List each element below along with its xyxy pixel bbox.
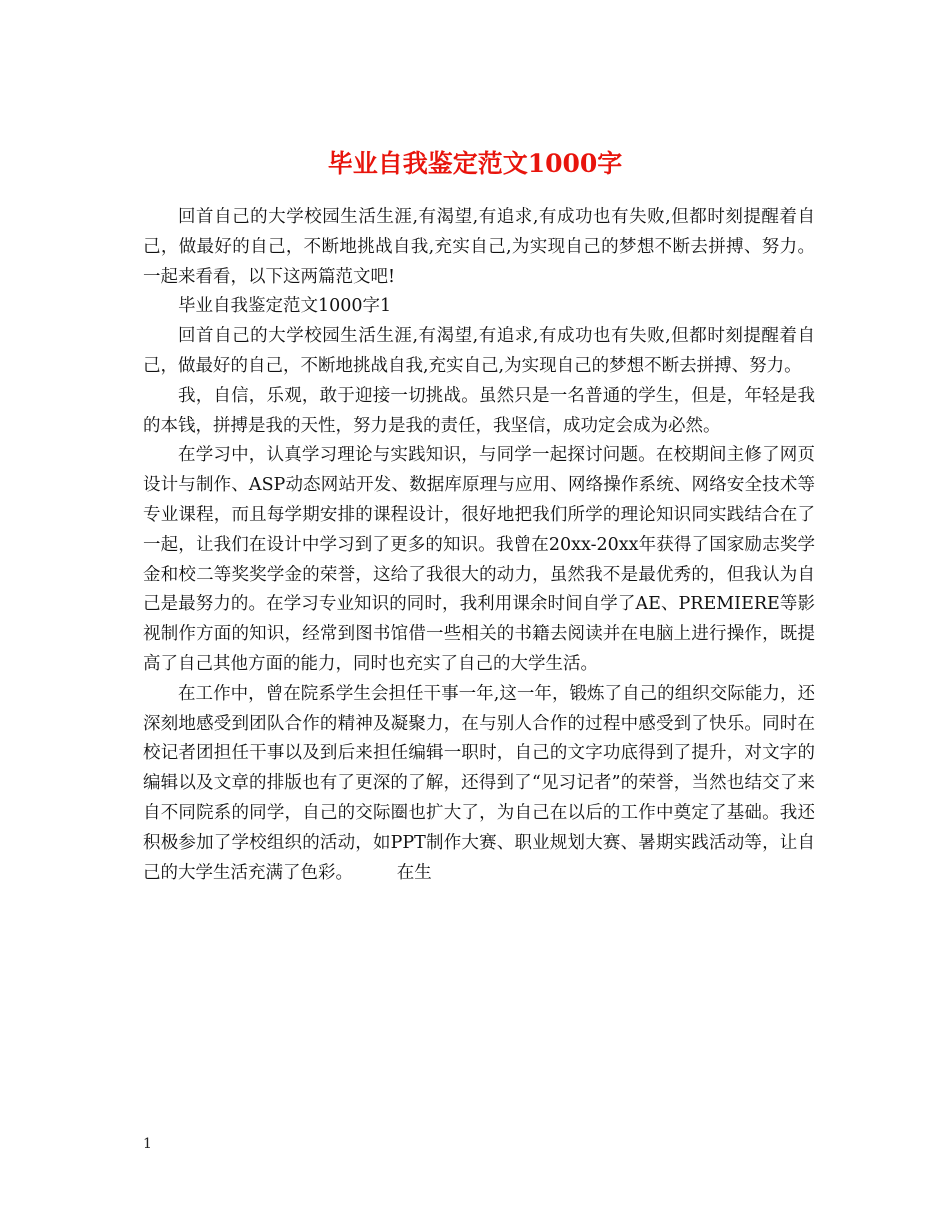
document-title: 毕业自我鉴定范文1000字: [327, 148, 623, 178]
section-title: 毕业自我鉴定范文1000字1: [178, 296, 392, 317]
page-number: 1: [143, 1136, 152, 1152]
paragraph-2: 我，自信，乐观，敢于迎接一切挑战。虽然只是一名普通的学生，但是，年轻是我的本钱，拼搏是我的天性，努力是我的责任，我坚信，成功定会成为必然。: [143, 385, 815, 436]
document-body: [143, 203, 815, 888]
intro-paragraph: 回首自己的大学校园生活生涯,有渴望,有追求,有成功也有失败,但都时刻提醒着自己，做最好的自己，不断地挑战自我,充实自己,为实现自己的梦想不断去拼搏、努力。一起来看看，以下这两篇范文吧!: [143, 207, 815, 287]
paragraph-1: 回首自己的大学校园生活生涯,有渴望,有追求,有成功也有失败,但都时刻提醒着自己，做最好的自己，不断地挑战自我,充实自己,为实现自己的梦想不断去拼搏、努力。: [143, 326, 815, 376]
paragraph-4: 在工作中，曾在院系学生会担任干事一年,这一年，锻炼了自己的组织交际能力，还深刻地感受到团队合作的精神及凝聚力，在与别人合作的过程中感受到了快乐。同时在校记者团担任干事以及到后来担任编辑一职时，自己的文字功底得到了提升，对文字的编辑以及文章的排版也有了更深的了解，还得到了“见习记者”的荣誉，当然也结交了来自不同院系的同学，自己的交际圈也扩大了，为自己在以后的工作中奠定了基础。我还积极参加了学校组织的活动，如PPT制作大赛、职业规划大赛、暑期实践活动等，让自己的大学生活充满了色彩。 在生: [143, 683, 815, 883]
paragraph-3: 在学习中，认真学习理论与实践知识，与同学一起探讨问题。在校期间主修了网页设计与制作、ASP动态网站开发、数据库原理与应用、网络操作系统、网络安全技术等专业课程，而且每学期安排的课程设计，很好地把我们所学的理论知识同实践结合在了一起，让我们在设计中学习到了更多的知识。我曾在20xx-20xx年获得了国家励志奖学金和校二等奖奖学金的荣誉，这给了我很大的动力，虽然我不是最优秀的，但我认为自己是最努力的。在学习专业知识的同时，我利用课余时间自学了AE、PREMIERE等影视制作方面的知识，经常到图书馆借一些相关的书籍去阅读并在电脑上进行操作，既提高了自己其他方面的能力，同时也充实了自己的大学生活。: [143, 445, 815, 674]
